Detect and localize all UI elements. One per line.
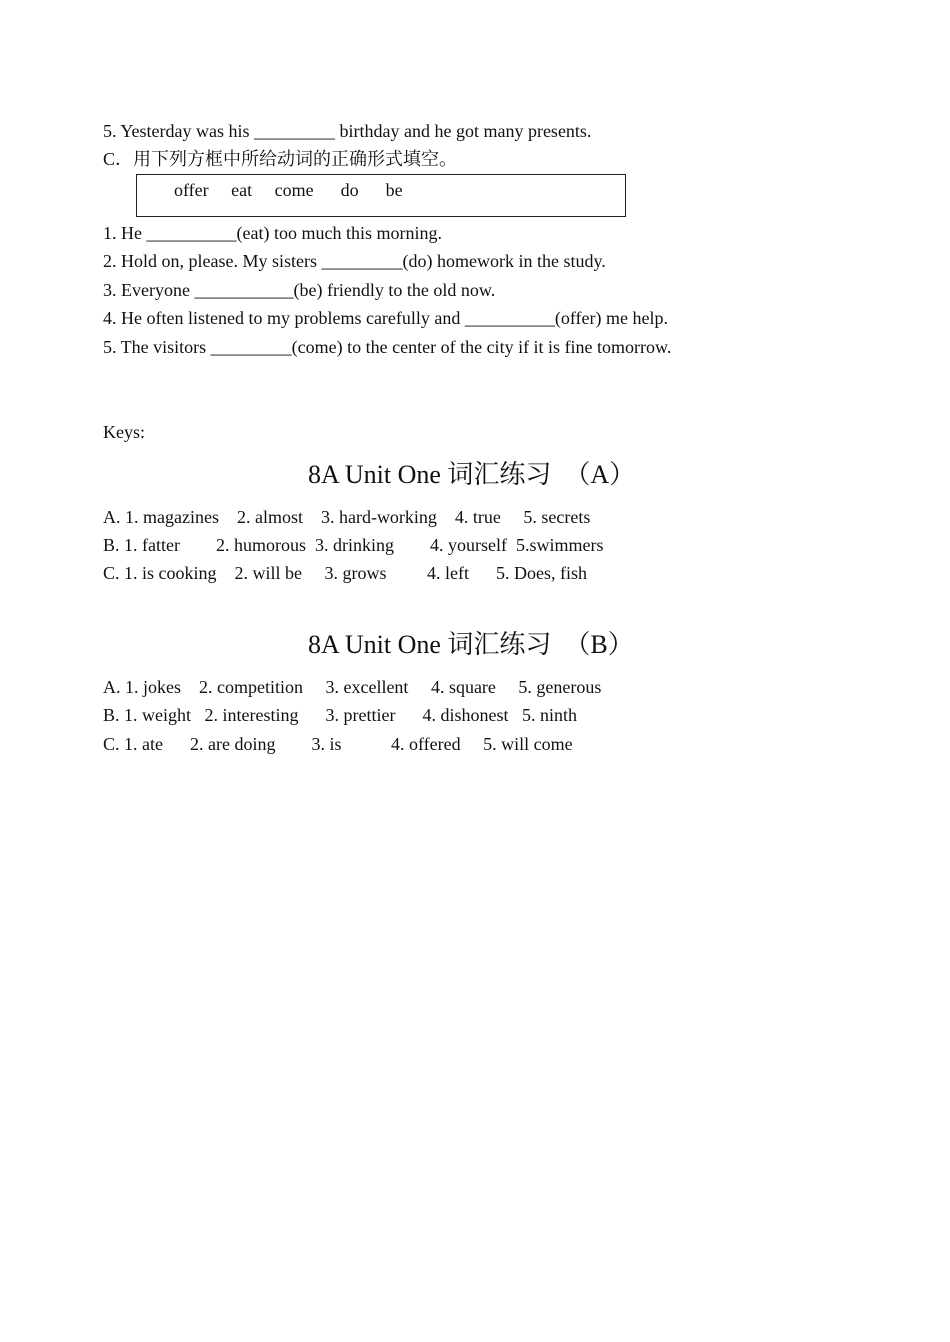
exercise-c-instruction: C．用下列方框中所给动词的正确形式填空。	[103, 149, 458, 169]
exercise-c-item-1: 1. He __________(eat) too much this morning.	[103, 223, 442, 243]
keys-section-b-row-a: A. 1. jokes 2. competition 3. excellent 4. square 5. generous	[103, 677, 602, 697]
keys-section-b-row-c: C. 1. ate 2. are doing 3. is 4. offered 5. will come	[103, 734, 573, 754]
exercise-c-item-4: 4. He often listened to my problems carefully and __________(offer) me help.	[103, 308, 669, 328]
word-bank-words: offer eat come do be	[174, 180, 403, 200]
exercise-c-item-5: 5. The visitors _________(come) to the center of the city if it is fine tomorrow.	[103, 337, 672, 357]
exercise-b-item-5: 5. Yesterday was his _________ birthday and he got many presents.	[103, 121, 592, 141]
keys-section-b-title: 8A Unit One 词汇练习 （B）	[308, 630, 634, 659]
keys-section-a-row-a: A. 1. magazines 2. almost 3. hard-working 4. true 5. secrets	[103, 507, 591, 527]
exercise-c-item-3: 3. Everyone ___________(be) friendly to the old now.	[103, 280, 496, 300]
keys-section-a-row-b: B. 1. fatter 2. humorous 3. drinking 4. yourself 5.swimmers	[103, 535, 604, 555]
keys-section-a-title: 8A Unit One 词汇练习 （A）	[308, 460, 636, 489]
keys-label: Keys:	[103, 422, 145, 442]
keys-section-b-row-b: B. 1. weight 2. interesting 3. prettier 4. dishonest 5. ninth	[103, 705, 577, 725]
exercise-c-item-2: 2. Hold on, please. My sisters _________(do) homework in the study.	[103, 251, 606, 271]
keys-section-a-row-c: C. 1. is cooking 2. will be 3. grows 4. left 5. Does, fish	[103, 563, 587, 583]
word-bank-box	[136, 174, 626, 217]
